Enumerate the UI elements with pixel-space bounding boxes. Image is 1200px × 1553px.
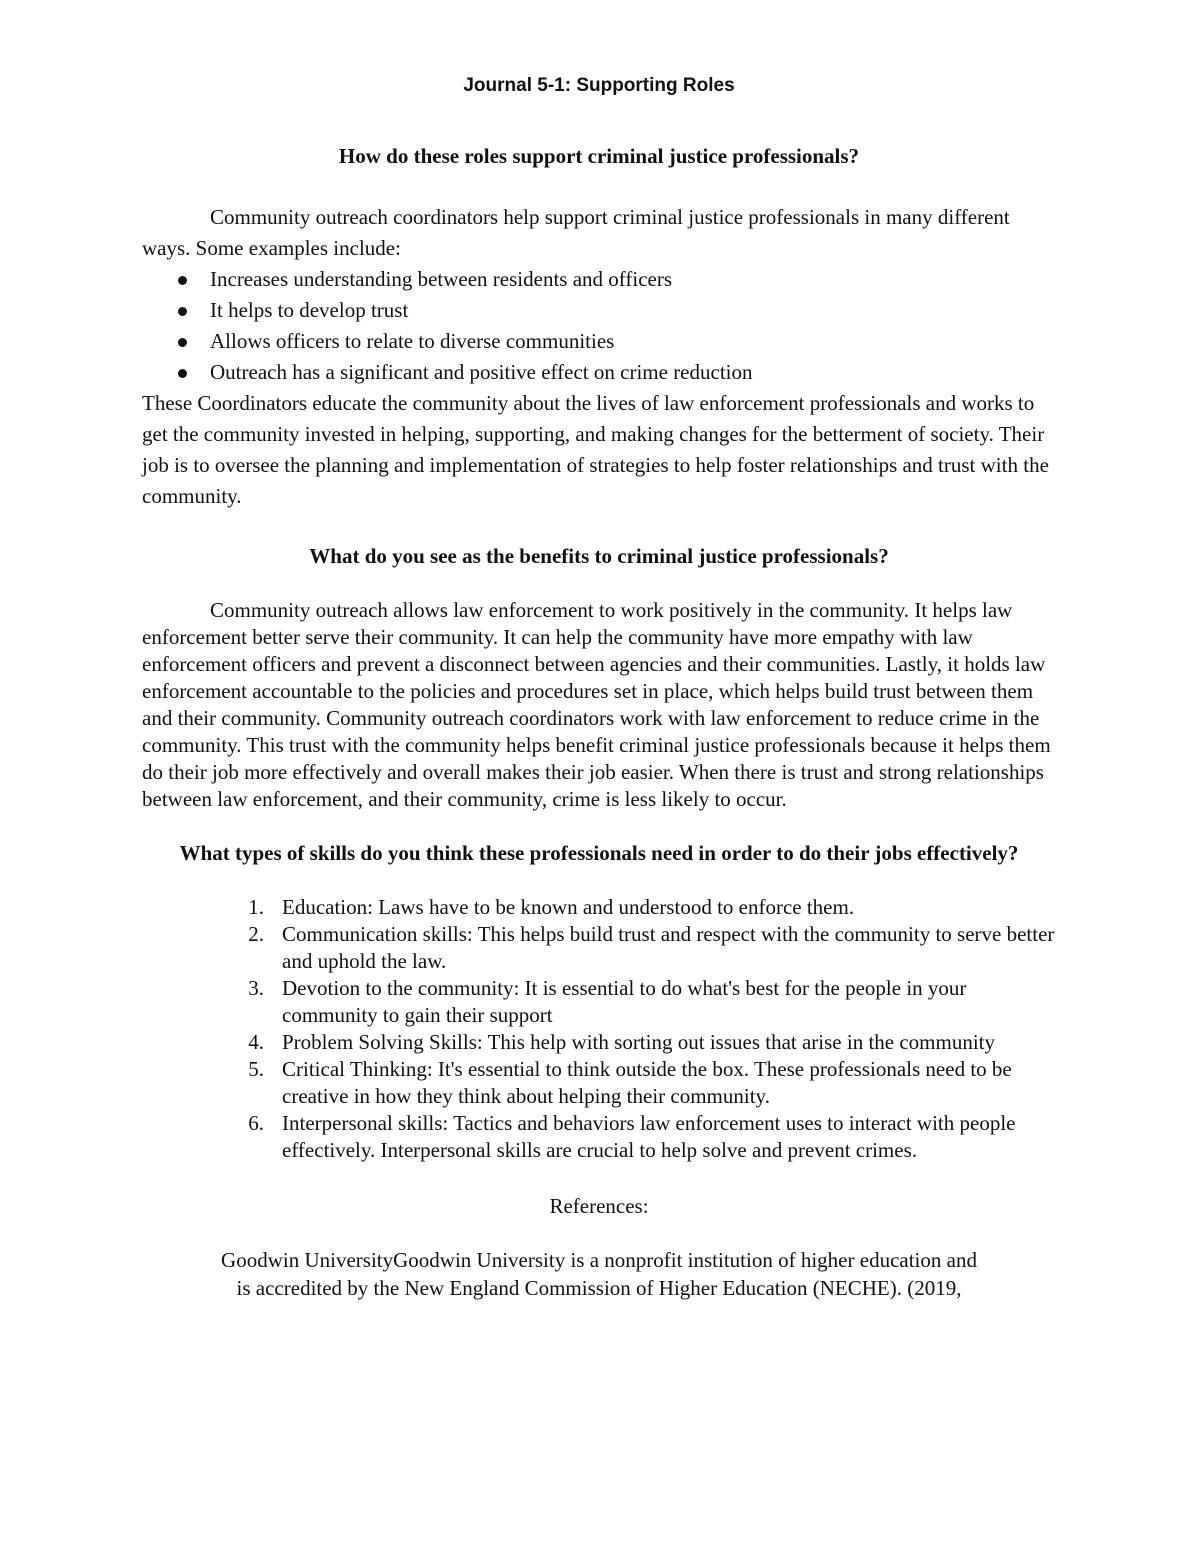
list-item: [178, 264, 1056, 295]
bullet-text: Outreach has a significant and positive effect on crime reduction: [210, 360, 753, 384]
question-skills: What types of skills do you think these professionals need in order to do their jobs effectively?: [179, 841, 1019, 865]
bullet-text: Increases understanding between residents and officers: [210, 267, 673, 291]
references-heading: References:: [549, 1194, 649, 1218]
list-number: 6.: [248, 1111, 264, 1135]
list-item: [178, 326, 1056, 357]
list-item: [240, 1056, 1056, 1110]
reference-line-2: is accredited by the New England Commission of Higher Education (NECHE). (2019,: [236, 1276, 962, 1300]
bullet-icon: [178, 369, 187, 378]
list-item: [178, 295, 1056, 326]
roles-bullet-list: [142, 264, 1056, 388]
list-item: [240, 1029, 1056, 1056]
document-page: [142, 72, 1056, 1302]
document-title: Journal 5-1: Supporting Roles: [463, 75, 735, 96]
list-number: 2.: [248, 922, 264, 946]
roles-intro-paragraph: Community outreach coordinators help support criminal justice professionals in many different ways. Some examples include:: [142, 205, 1010, 260]
skill-text: Problem Solving Skills: This help with sorting out issues that arise in the community: [282, 1030, 996, 1054]
question-benefits: What do you see as the benefits to criminal justice professionals?: [309, 544, 889, 568]
bullet-icon: [178, 307, 187, 316]
skill-text: Education: Laws have to be known and understood to enforce them.: [282, 895, 855, 919]
skill-text: Devotion to the community: It is essential to do what's best for the people in your community to gain their support: [282, 976, 967, 1027]
question-roles-support: How do these roles support criminal justice professionals?: [338, 144, 860, 168]
list-item: [240, 975, 1056, 1029]
bullet-icon: [178, 276, 187, 285]
list-item: [240, 921, 1056, 975]
bullet-icon: [178, 338, 187, 347]
reference-line-1: Goodwin UniversityGoodwin University is a nonprofit institution of higher education and: [221, 1248, 977, 1272]
list-item: [178, 357, 1056, 388]
bullet-text: Allows officers to relate to diverse communities: [210, 329, 615, 353]
skill-text: Critical Thinking: It's essential to think outside the box. These professionals need to be creative in how they think about helping their community.: [282, 1057, 1012, 1108]
bullet-text: It helps to develop trust: [210, 298, 409, 322]
skill-text: Communication skills: This helps build trust and respect with the community to serve better and uphold the law.: [282, 922, 1055, 973]
skills-numbered-list: [142, 894, 1056, 1164]
list-number: 5.: [248, 1057, 264, 1081]
benefits-paragraph: Community outreach allows law enforcement to work positively in the community. It helps law enforcement better serve their community. It can help the community have more empathy with law enforcement officers and prevent a disconnect between agencies and their communities. Lastly, it holds law enforcement accountable to the policies and procedures set in place, which helps build trust between them and their community. Community outreach coordinators work with law enforcement to reduce crime in the community. This trust with the community helps benefit criminal justice professionals because it helps them do their job more effectively and overall makes their job easier. When there is trust and strong relationships between law enforcement, and their community, crime is less likely to occur.: [142, 598, 1051, 811]
list-number: 3.: [248, 976, 264, 1000]
list-item: [240, 894, 1056, 921]
list-number: 1.: [248, 895, 264, 919]
skill-text: Interpersonal skills: Tactics and behaviors law enforcement uses to interact with people effectively. Interpersonal skills are crucial to help solve and prevent crimes.: [282, 1111, 1016, 1162]
list-number: 4.: [248, 1030, 264, 1054]
list-item: [240, 1110, 1056, 1164]
roles-closing-paragraph: These Coordinators educate the community about the lives of law enforcement professionals and works to get the community invested in helping, supporting, and making changes for the betterment of society. Their job is to oversee the planning and implementation of strategies to help foster relationships and trust with the community.: [142, 391, 1049, 508]
